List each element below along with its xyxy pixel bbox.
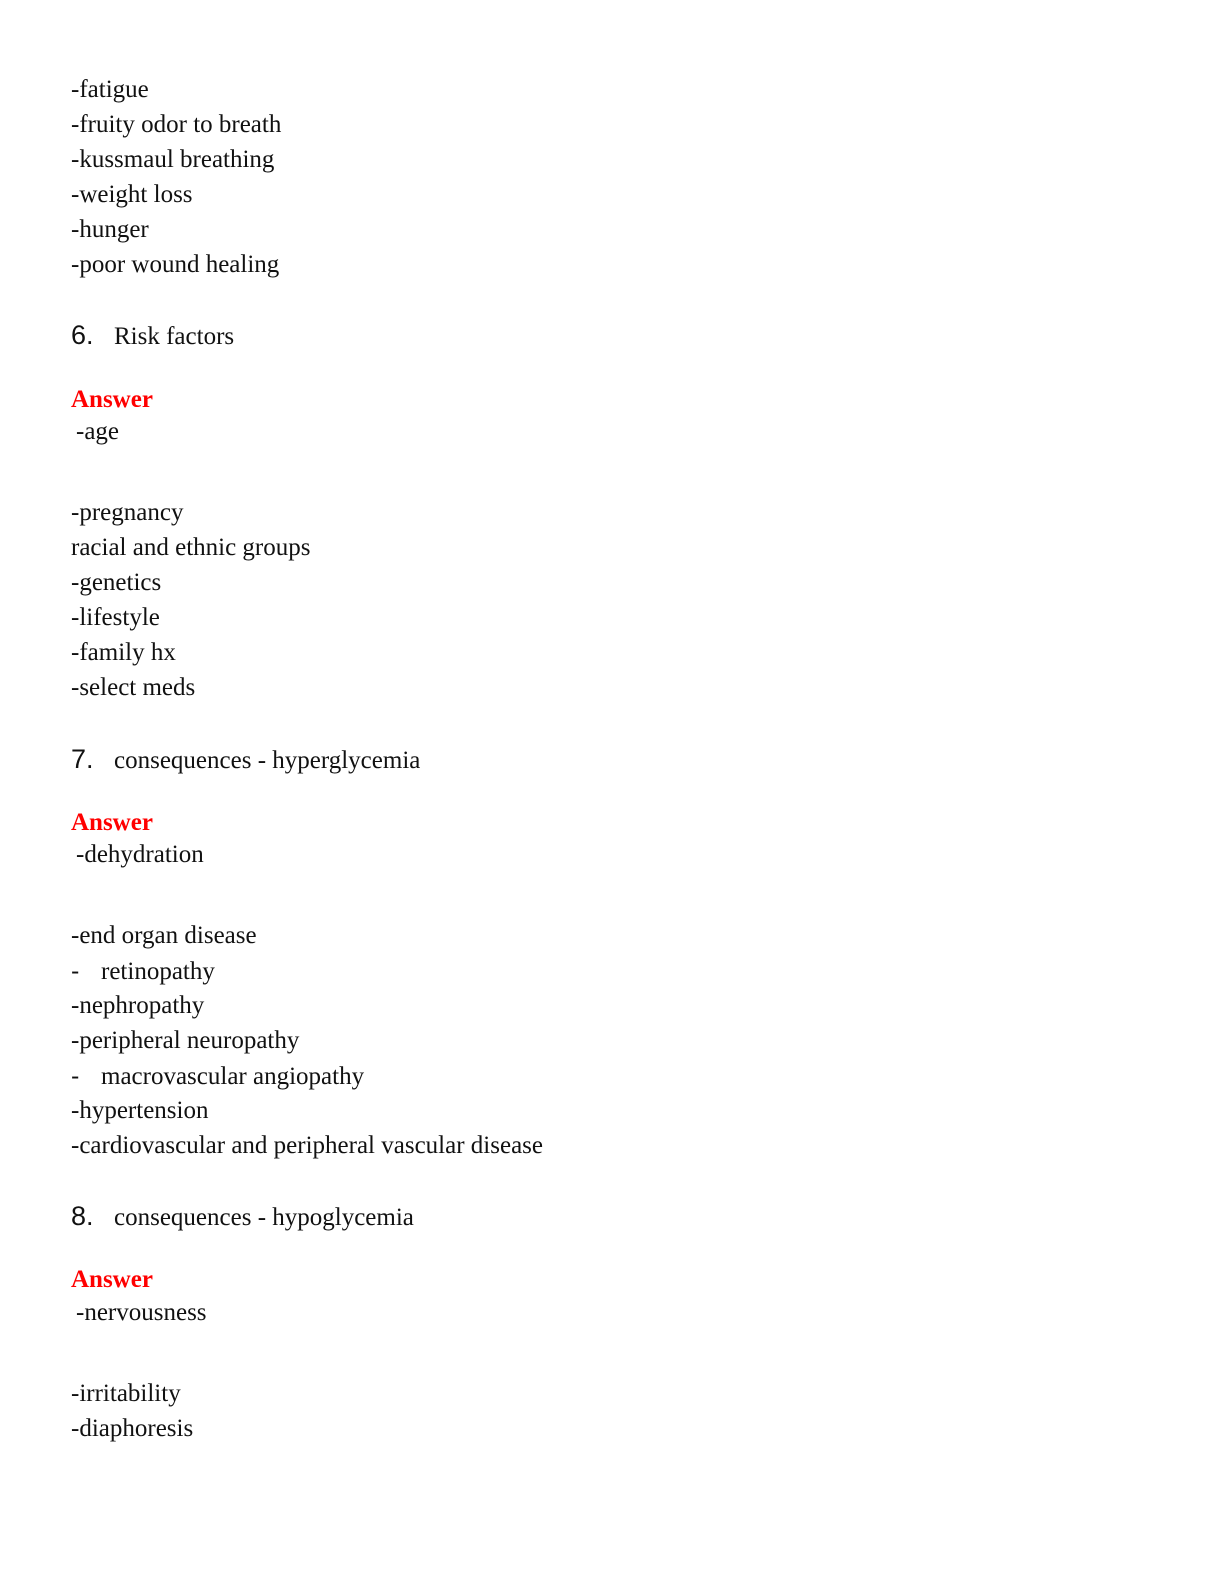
answer-item: -cardiovascular and peripheral vascular disease bbox=[71, 1132, 543, 1159]
question-number: 6. bbox=[71, 320, 94, 350]
question-number: 8. bbox=[71, 1201, 94, 1231]
list-item: -kussmaul breathing bbox=[71, 146, 275, 173]
answer-item bbox=[71, 956, 215, 987]
answer-label: Answer bbox=[71, 386, 153, 413]
answer-item: -nephropathy bbox=[71, 992, 205, 1019]
question-title: Risk factors bbox=[114, 323, 235, 350]
answer-item: -select meds bbox=[71, 674, 196, 701]
answer-item: -genetics bbox=[71, 569, 162, 596]
answer-label: Answer bbox=[71, 809, 153, 836]
answer-item bbox=[71, 1061, 364, 1092]
answer-label: Answer bbox=[71, 1266, 153, 1293]
answer-item: -peripheral neuropathy bbox=[71, 1027, 300, 1054]
question-heading bbox=[71, 744, 420, 776]
list-item: -weight loss bbox=[71, 181, 193, 208]
answer-item: -age bbox=[76, 418, 120, 445]
list-item: -fruity odor to breath bbox=[71, 111, 282, 138]
answer-item: -nervousness bbox=[76, 1299, 207, 1326]
answer-item: -dehydration bbox=[76, 841, 204, 868]
answer-item: -diaphoresis bbox=[71, 1415, 194, 1442]
answer-item: -hypertension bbox=[71, 1097, 209, 1124]
question-title: consequences - hyperglycemia bbox=[114, 747, 421, 774]
answer-item: -end organ disease bbox=[71, 922, 257, 949]
dash-bullet: - bbox=[71, 957, 80, 985]
answer-item: racial and ethnic groups bbox=[71, 534, 311, 561]
answer-item-text: retinopathy bbox=[101, 958, 215, 985]
question-number: 7. bbox=[71, 744, 94, 774]
dash-bullet: - bbox=[71, 1062, 80, 1090]
list-item: -poor wound healing bbox=[71, 251, 280, 278]
answer-item: -lifestyle bbox=[71, 604, 160, 631]
question-heading bbox=[71, 320, 234, 352]
answer-item: -irritability bbox=[71, 1380, 181, 1407]
list-item: -fatigue bbox=[71, 76, 149, 103]
answer-item-text: macrovascular angiopathy bbox=[101, 1063, 365, 1090]
question-title: consequences - hypoglycemia bbox=[114, 1204, 414, 1231]
answer-item: -pregnancy bbox=[71, 499, 184, 526]
question-heading bbox=[71, 1201, 414, 1233]
list-item: -hunger bbox=[71, 216, 149, 243]
answer-item: -family hx bbox=[71, 639, 176, 666]
